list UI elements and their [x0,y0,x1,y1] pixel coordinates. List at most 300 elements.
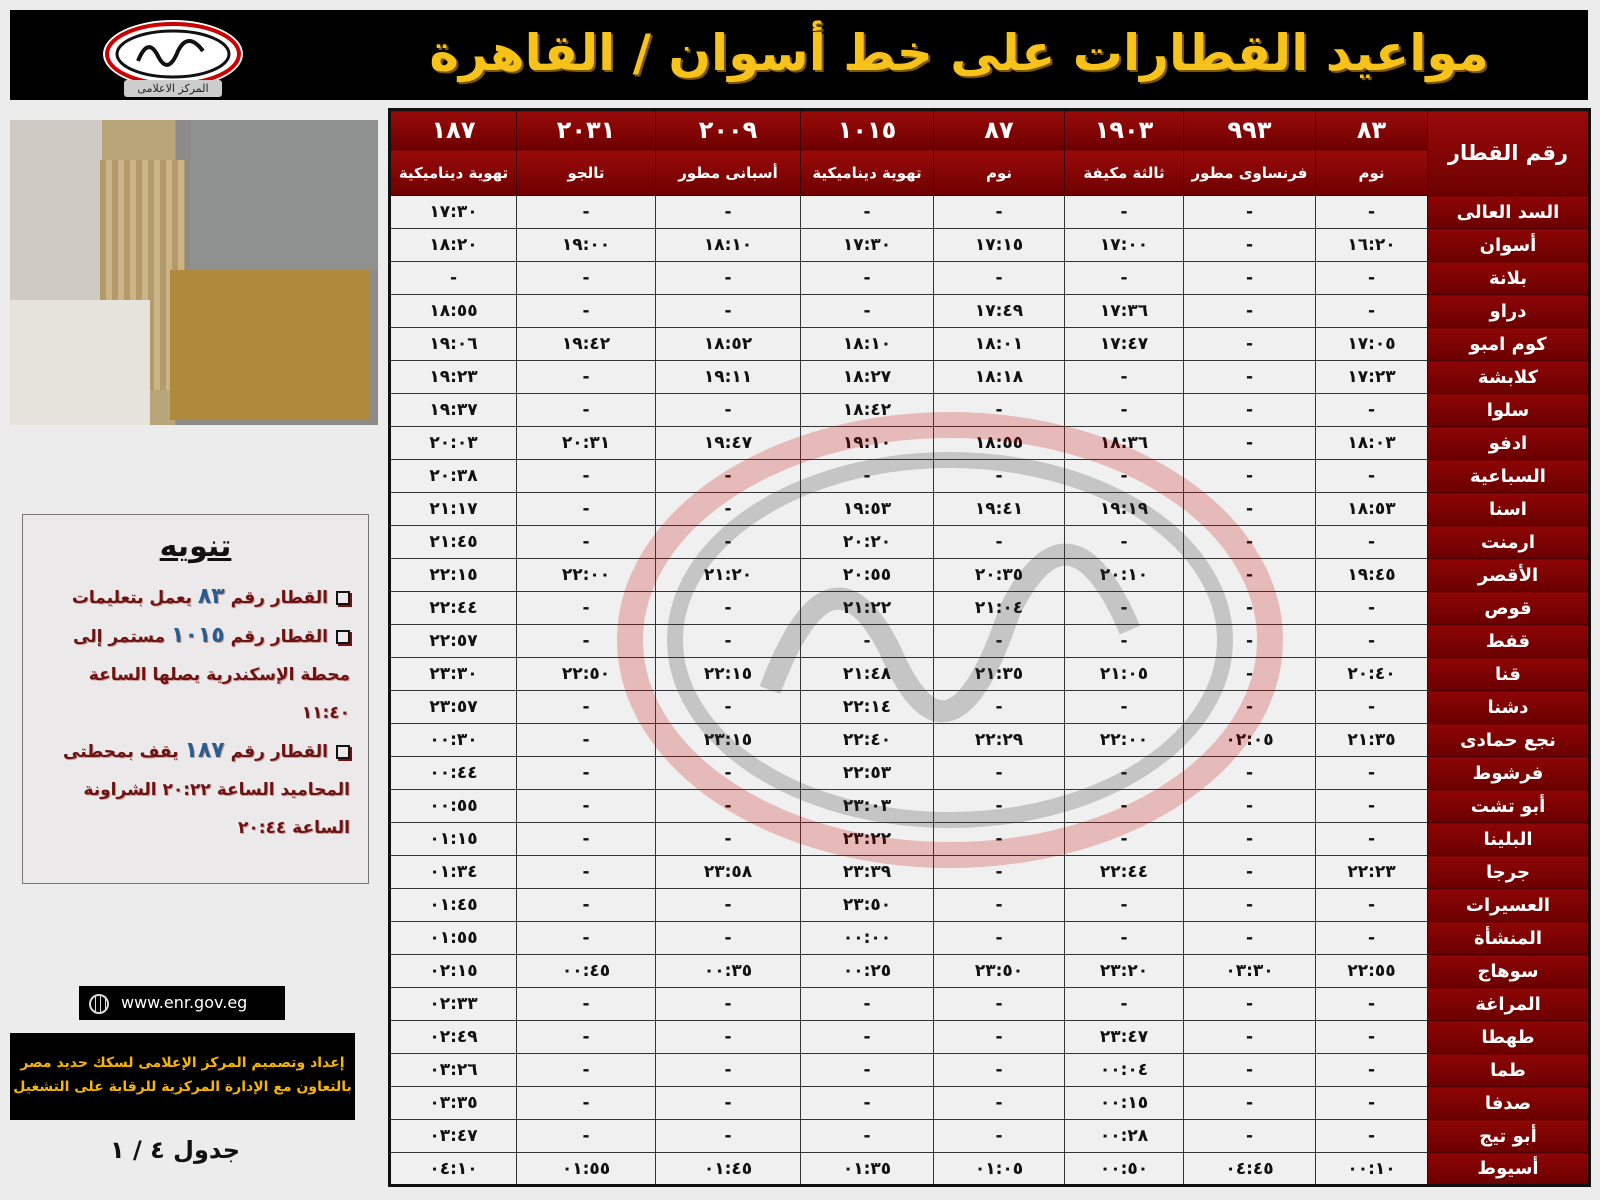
time-cell [517,790,656,823]
time-cell [1065,592,1184,625]
time-value: ٠٠:٢٥ [842,961,892,981]
time-value: - [1245,1027,1254,1047]
time-value: ٠١:٣٥ [842,1158,892,1179]
time-value: ٠٢:٣٣ [429,994,478,1014]
time-cell [1316,394,1428,427]
time-value: - [724,400,732,420]
time-cell [934,328,1065,361]
time-cell [390,625,517,658]
table-row [390,427,1590,460]
time-value: - [1245,268,1254,288]
time-value: - [582,598,590,618]
time-value: - [1367,763,1376,783]
time-cell [801,295,934,328]
time-cell [801,724,934,757]
time-value: - [1245,664,1254,684]
time-value: ٠١:٤٥ [429,895,478,915]
time-value: ١٨:٥٣ [1347,499,1396,519]
station-name: السد العالى [1428,196,1590,229]
time-value: - [582,367,590,387]
time-value: ٠١:٠٥ [974,1158,1024,1179]
time-value: ١٧:٣٦ [1099,301,1149,321]
time-value: ٢٣:٣٩ [842,862,892,882]
time-value: - [1245,1126,1254,1146]
time-cell [1316,1120,1428,1153]
time-cell [1065,1054,1184,1087]
time-value: - [1120,268,1128,288]
time-value: - [1245,631,1254,651]
station-name: الأقصر [1428,559,1590,592]
time-value: - [724,268,732,288]
time-cell [934,229,1065,262]
station-name: سوهاج [1428,955,1590,988]
time-cell [1184,394,1316,427]
station-name: طهطا [1428,1021,1590,1054]
train-number: ١٨٧ [390,110,517,150]
time-cell [390,658,517,691]
time-cell [656,856,801,889]
time-cell [517,427,656,460]
time-value: - [449,268,458,288]
time-value: - [724,466,732,486]
train-type: تهوية ديناميكية [390,150,517,196]
time-value: - [1120,466,1128,486]
page-label: جدول ٤ / ١ [109,1136,241,1164]
time-cell [1184,1021,1316,1054]
time-cell [517,988,656,1021]
time-value: ٠٠:٢٨ [1099,1126,1149,1146]
time-cell [1316,262,1428,295]
table-row [390,361,1590,394]
time-value: - [1120,400,1128,420]
time-cell [801,394,934,427]
time-value: - [724,1027,732,1047]
time-cell [1184,856,1316,889]
time-cell [801,1120,934,1153]
time-value: ٠١:١٥ [429,829,478,849]
time-value: - [582,994,590,1014]
time-cell [801,493,934,526]
time-value: - [995,268,1003,288]
table-row [390,988,1590,1021]
station-name: العسيرات [1428,889,1590,922]
credit-box [10,1033,355,1120]
table-row [390,526,1590,559]
time-cell [517,394,656,427]
time-value: - [1245,895,1254,915]
time-value: ١٨:٥٥ [974,433,1024,453]
time-value: ٢٣:٥٠ [842,895,892,915]
time-value: - [1245,697,1254,717]
time-value: - [1245,433,1254,453]
time-value: - [1367,631,1376,651]
time-value: - [1367,1126,1376,1146]
time-value: ٢٠:٢٠ [842,532,892,552]
website-text: www.enr.gov.eg [121,993,248,1012]
checkbox-icon [336,745,350,759]
time-value: - [582,499,590,519]
time-cell [801,1153,934,1186]
time-cell [1316,1153,1428,1186]
time-value: ٢١:٠٤ [974,598,1024,618]
station-name: صدفا [1428,1087,1590,1120]
time-value: - [1367,598,1376,618]
time-value: - [863,1060,871,1080]
time-cell [1316,295,1428,328]
time-value: ٢٣:٥٧ [429,697,478,717]
table-row [390,790,1590,823]
time-cell [1184,295,1316,328]
website-link[interactable] [79,986,285,1020]
time-cell [656,1021,801,1054]
train-type: أسبانى مطور [656,150,801,196]
time-value: ٠٠:٤٥ [561,961,611,981]
time-value: ٢٣:٤٧ [1099,1027,1149,1047]
time-cell [1184,427,1316,460]
train-number-header: رقم القطار [1428,110,1590,196]
time-value: - [582,1093,590,1113]
time-cell [1184,526,1316,559]
time-cell [656,691,801,724]
time-cell [1065,262,1184,295]
time-cell [1316,691,1428,724]
time-value: - [1245,862,1254,882]
time-value: ٢٠:٣٨ [429,466,478,486]
time-value: ٢١:٢٢ [842,598,892,618]
time-cell [801,262,934,295]
time-cell [390,889,517,922]
time-cell [934,1087,1065,1120]
time-value: - [1245,565,1254,585]
time-cell [390,1054,517,1087]
time-cell [1065,988,1184,1021]
time-value: ٠٣:٢٦ [429,1060,478,1080]
time-cell [1316,1054,1428,1087]
time-value: ٠٠:١٠ [1347,1158,1396,1179]
time-cell [934,1054,1065,1087]
time-cell [1065,526,1184,559]
table-row [390,856,1590,889]
time-cell [1065,427,1184,460]
time-cell [517,691,656,724]
time-cell [1316,196,1428,229]
time-cell [517,1153,656,1186]
notice-item [41,732,350,847]
time-value: - [1367,532,1376,552]
station-name: دراو [1428,295,1590,328]
time-cell [390,823,517,856]
time-value: ١٧:٣٠ [842,235,892,255]
time-cell [517,493,656,526]
station-name: سلوا [1428,394,1590,427]
time-cell [934,493,1065,526]
train-number: ٢٠٣١ [517,110,656,150]
time-cell [656,427,801,460]
time-value: - [995,994,1003,1014]
time-value: ٢١:٤٨ [842,664,892,684]
time-value: - [1120,994,1128,1014]
table-row [390,229,1590,262]
time-value: - [1367,994,1376,1014]
time-value: - [1367,301,1376,321]
time-value: - [863,1126,871,1146]
time-value: - [582,829,590,849]
time-cell [517,823,656,856]
notice-train-number: ٨٣ [197,584,225,609]
time-cell [934,856,1065,889]
time-value: - [1367,796,1376,816]
time-value: ٢١:١٧ [429,499,478,519]
time-cell [517,757,656,790]
time-cell [801,196,934,229]
time-cell [1065,889,1184,922]
time-cell [656,262,801,295]
time-value: - [995,1093,1003,1113]
time-cell [517,889,656,922]
time-cell [656,526,801,559]
notice-text: القطار رقم [230,627,328,647]
time-cell [656,394,801,427]
time-value: - [1245,334,1254,354]
time-cell [1184,625,1316,658]
time-value: - [1367,400,1376,420]
time-value: - [724,499,732,519]
table-row [390,460,1590,493]
table-row [390,757,1590,790]
time-value: - [724,697,732,717]
time-cell [656,625,801,658]
train-number: ٨٧ [934,110,1065,150]
time-cell [517,592,656,625]
table-row [390,295,1590,328]
time-value: ١٨:٢٧ [842,367,892,387]
time-cell [390,922,517,955]
time-cell [934,1153,1065,1186]
time-value: ١٩:٢٣ [429,367,478,387]
time-value: - [995,532,1003,552]
timetable [388,108,1591,1187]
time-cell [1065,1021,1184,1054]
station-name: كوم امبو [1428,328,1590,361]
train-type: نوم [934,150,1065,196]
time-value: ١٨:٥٥ [429,301,478,321]
station-name: البلينا [1428,823,1590,856]
time-cell [656,328,801,361]
time-cell [390,460,517,493]
time-cell [517,229,656,262]
time-cell [656,229,801,262]
time-value: ٢٢:٢٩ [974,730,1024,750]
station-name: قفط [1428,625,1590,658]
station-name: طما [1428,1054,1590,1087]
time-cell [1184,790,1316,823]
station-name: فرشوط [1428,757,1590,790]
time-cell [390,1120,517,1153]
station-name: قوص [1428,592,1590,625]
time-cell [1184,1087,1316,1120]
train-type: تالجو [517,150,656,196]
time-value: ٢٣:٣٠ [429,664,478,684]
time-value: ٢٠:٥٥ [842,565,892,585]
time-value: - [1120,532,1128,552]
time-cell [656,460,801,493]
time-value: ٢٠:١٠ [1099,565,1149,585]
time-cell [801,229,934,262]
time-value: ١٧:٣٠ [429,202,478,222]
time-cell [801,922,934,955]
time-value: ٠٠:٣٥ [703,961,753,981]
time-value: ٢٣:٥٨ [703,862,753,882]
time-cell [517,856,656,889]
time-cell [1065,559,1184,592]
time-cell [390,526,517,559]
time-value: - [1245,763,1254,783]
time-cell [1184,262,1316,295]
station-name: بلانة [1428,262,1590,295]
time-cell [656,658,801,691]
time-value: - [995,697,1003,717]
time-cell [934,394,1065,427]
table-row [390,493,1590,526]
time-cell [1316,460,1428,493]
time-value: - [1120,763,1128,783]
time-value: ١٩:٣٧ [429,400,478,420]
time-value: - [863,1093,871,1113]
time-cell [1184,955,1316,988]
time-cell [801,823,934,856]
time-value: ٠٢:٤٩ [429,1027,478,1047]
time-value: ١٩:١٩ [1099,499,1149,519]
time-cell [1184,922,1316,955]
time-cell [656,1054,801,1087]
train-number: ٨٣ [1316,110,1428,150]
time-cell [390,988,517,1021]
time-cell [1184,1054,1316,1087]
time-cell [801,592,934,625]
time-value: - [1367,829,1376,849]
time-value: ١٩:٠٠ [561,235,611,255]
time-value: - [582,631,590,651]
time-cell [801,625,934,658]
time-value: - [1367,1093,1376,1113]
station-name: السباعية [1428,460,1590,493]
time-cell [390,328,517,361]
time-cell [517,328,656,361]
time-value: ٢٢:٢٣ [1347,862,1396,882]
time-value: - [582,697,590,717]
time-cell [517,460,656,493]
time-value: - [1367,1060,1376,1080]
time-value: - [995,631,1003,651]
station-name: أبو تيج [1428,1120,1590,1153]
time-value: ٠٠:٠٠ [842,928,892,948]
time-cell [656,988,801,1021]
time-cell [1065,757,1184,790]
time-value: ٠٠:٥٥ [429,796,478,816]
notice-box [22,514,369,884]
time-value: ١٨:١٨ [974,367,1024,387]
time-value: - [724,598,732,618]
train-number: ٢٠٠٩ [656,110,801,150]
station-name: كلابشة [1428,361,1590,394]
time-cell [656,757,801,790]
time-cell [934,427,1065,460]
time-cell [801,460,934,493]
time-value: ٠٤:٤٥ [1225,1158,1274,1179]
time-value: - [1120,202,1128,222]
time-cell [1316,889,1428,922]
time-value: - [1120,895,1128,915]
time-value: ٢٣:٢٠ [1099,961,1149,981]
time-cell [1316,790,1428,823]
time-cell [934,295,1065,328]
time-value: - [724,631,732,651]
time-value: ٠٠:١٥ [1099,1093,1149,1113]
time-value: ١٨:٠٣ [1347,433,1396,453]
time-value: ١٩:٤٥ [1347,565,1396,585]
time-cell [517,625,656,658]
table-row [390,394,1590,427]
time-value: ١٩:٤٢ [561,334,611,354]
time-value: ٢١:٣٥ [974,664,1024,684]
time-value: - [1245,598,1254,618]
station-name: ارمنت [1428,526,1590,559]
time-value: ٢٢:١٥ [703,664,753,684]
time-cell [656,295,801,328]
time-value: ١٧:٤٩ [974,301,1024,321]
credit-line: بالتعاون مع الإدارة المركزية للرقابة على التشغيل [13,1079,352,1095]
station-name: دشنا [1428,691,1590,724]
time-cell [517,922,656,955]
time-cell [1316,955,1428,988]
table-row [390,691,1590,724]
station-name: أسوان [1428,229,1590,262]
time-value: ٠٣:٤٧ [429,1126,478,1146]
time-value: - [1367,928,1376,948]
time-cell [517,1120,656,1153]
time-value: ٢١:٢٠ [703,565,753,585]
time-value: ٠٠:٥٠ [1099,1158,1149,1179]
notice-text: يعمل بتعليمات [71,588,192,608]
table-row [390,658,1590,691]
time-value: - [724,202,732,222]
time-value: ١٧:٤٧ [1099,334,1149,354]
time-cell [1065,790,1184,823]
time-value: ٢٢:٤٠ [842,730,892,750]
time-cell [934,955,1065,988]
time-value: - [1120,631,1128,651]
time-value: ١٨:٣٦ [1099,433,1149,453]
time-value: ١٧:٢٣ [1347,367,1396,387]
train-number: ١٠١٥ [801,110,934,150]
time-value: - [724,829,732,849]
time-value: - [1245,235,1254,255]
time-cell [517,361,656,394]
notice-item [41,578,350,617]
time-value: - [582,301,590,321]
time-cell [1065,724,1184,757]
time-value: - [582,895,590,915]
time-cell [934,460,1065,493]
time-cell [390,262,517,295]
table-row [390,1021,1590,1054]
time-value: ٠٠:٣٠ [429,730,478,750]
time-cell [1184,493,1316,526]
time-value: - [1120,367,1128,387]
time-value: ٢٣:٠٣ [842,796,892,816]
time-value: ٢٢:٤٤ [429,598,478,618]
time-value: ٢١:٠٥ [1099,664,1149,684]
